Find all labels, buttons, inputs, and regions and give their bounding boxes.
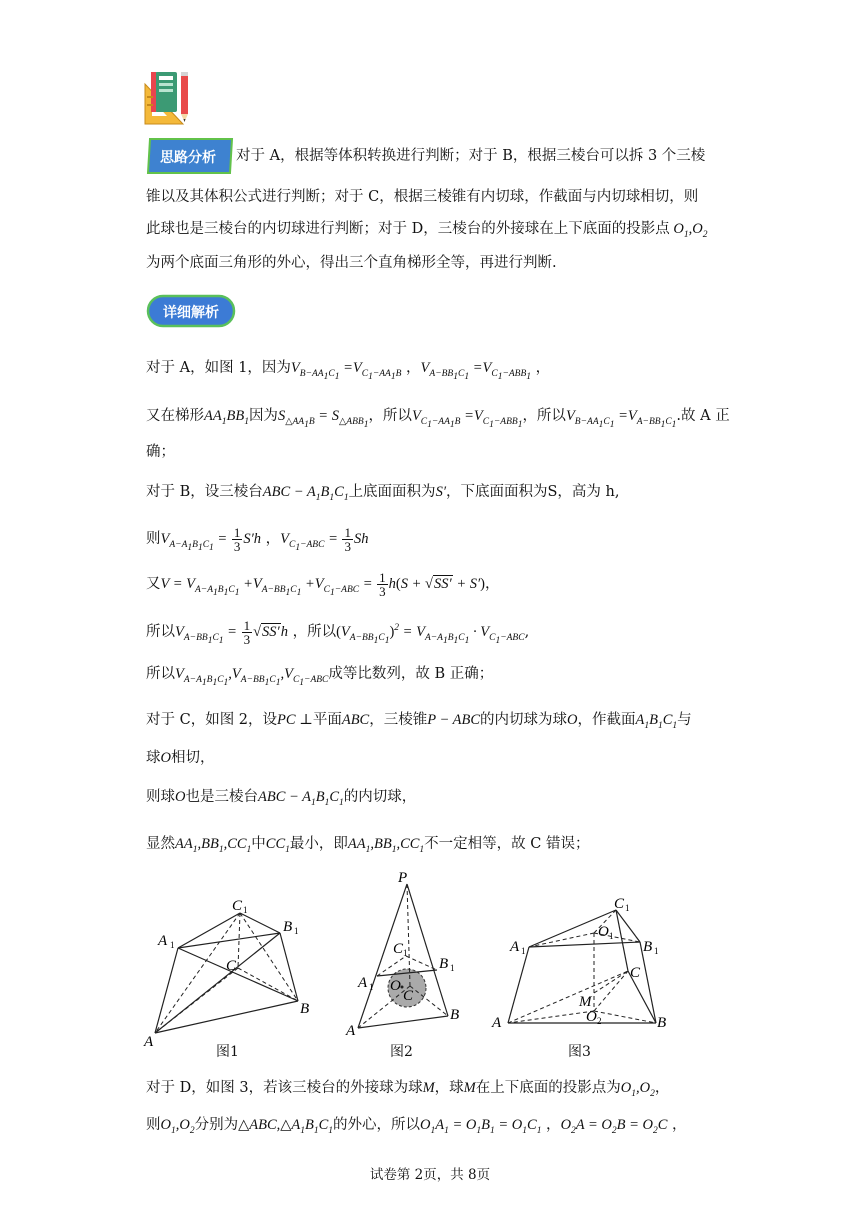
svg-text:1: 1	[369, 982, 374, 992]
figure-1-caption: 图1	[216, 1044, 239, 1060]
part-c-line-1: 对于 C，如图 2，设PC ⊥平面ABC，三棱锥P − ABC的内切球为球O，作截面$A_1B_1C_1$与	[146, 712, 692, 731]
fig3-label-C1: C	[614, 896, 625, 912]
part-d-line-1: 对于 D，如图 3，若该三棱台的外接球为球M，球M在上下底面的投影点为$O_1,O_2$，	[146, 1080, 670, 1099]
detail-badge	[146, 294, 236, 328]
part-b-line-2: 则$V_{A-A_1B_1C_1}$ = $\frac{1}{3}$ S′h ，$V_{C_1-ABC}$ = $\frac{1}{3}$ Sh	[146, 525, 369, 554]
fig2-label-C: C	[403, 988, 414, 1004]
fig2-label-B: B	[450, 1007, 460, 1023]
fig3-label-M: M	[579, 994, 592, 1010]
fig3-label-O1: O	[598, 924, 609, 940]
fig1-label-B1: B	[283, 919, 293, 935]
fig1-label-C: C	[226, 958, 237, 974]
fig2-label-B1: B	[439, 956, 449, 972]
figure-2	[340, 866, 470, 1041]
fig1-label-C1: C	[232, 898, 243, 914]
fig2-label-O: O	[390, 978, 401, 994]
figure-2-caption: 图2	[390, 1044, 413, 1060]
svg-text:1: 1	[450, 963, 455, 973]
part-d-line-2: 则$O_1,O_2$分别为$\triangle ABC,\triangle A_1B_1C_1$的外心，所以$O_1A_1 = O_1B_1 = O_1C_1$ ，$O_2A = O_2B = O_2C$ ，	[146, 1117, 687, 1136]
part-a-line-2: 又在梯形$AA_1BB_1$因为$S_{\triangle AA_1B} = S_{\triangle ABB_1}$，所以$V_{C_1-AA_1B} =V_{C_1-ABB_1}$，所以$V_{B-AA_1C_1} =V_{A-BB_1C_1}$.故 A 正	[146, 408, 730, 430]
analysis-line-2: 锥以及其体积公式进行判断；对于 C，根据三棱锥有内切球，作截面与内切球相切，则	[146, 189, 699, 205]
fig2-label-C1: C	[393, 941, 404, 957]
part-b-line-4: 所以$V_{A-BB_1C_1}$ = $\frac{1}{3}$ √SS′h ，所以$(V_{A-BB_1C_1})^2 = V_{A-A_1B_1C_1} \cdot V_{C_1-ABC}$,	[146, 618, 530, 647]
svg-text:1: 1	[521, 946, 526, 956]
fig3-label-B1: B	[643, 939, 653, 955]
fig2-label-P: P	[398, 870, 408, 886]
part-b-line-3: 又$V = V_{A-A_1B_1C_1} +V_{A-BB_1C_1} +V_{C_1-ABC}$ = $\frac{1}{3}$ h(S + √SS′ + S′)，	[146, 570, 500, 599]
detail-badge-label: 详细解析	[163, 305, 219, 321]
svg-text:1: 1	[170, 940, 175, 950]
svg-text:1: 1	[625, 903, 630, 913]
fig1-label-B: B	[300, 1001, 310, 1017]
fig3-label-A: A	[492, 1015, 502, 1031]
analysis-badge	[146, 137, 234, 175]
fig1-label-A1: A	[158, 933, 168, 949]
fig3-label-B: B	[657, 1015, 667, 1031]
analysis-badge-label: 思路分析	[160, 150, 216, 166]
part-b-line-1: 对于 B，设三棱台ABC − $A_1B_1C_1$上底面面积为S′，下底面面积为S，高为 h,	[146, 484, 620, 503]
fig3-label-O2: O	[586, 1009, 597, 1025]
part-a-line-1: 对于 A，如图 1，因为$V_{B-AA_1C_1} =V_{C_1-AA_1B}$ ，$V_{A-BB_1C_1} =V_{C_1-ABB_1}$ ，	[146, 360, 551, 382]
figure-3	[488, 893, 678, 1043]
ruler-book-pencil-icon	[143, 70, 199, 126]
analysis-line-3: 此球也是三棱台的内切球进行判断；对于 D，三棱台的外接球在上下底面的投影点 $O_1,O_2$	[146, 221, 708, 240]
fig2-label-A: A	[346, 1023, 356, 1039]
fig3-label-C: C	[630, 965, 641, 981]
fig2-label-A1: A	[358, 975, 368, 991]
fig3-label-A1: A	[510, 939, 520, 955]
figure-3-caption: 图3	[568, 1044, 591, 1060]
part-c-line-4: 显然$AA_1,BB_1,CC_1$中$CC_1$最小，即$AA_1,BB_1,CC_1$不一定相等，故 C 错误；	[146, 836, 590, 855]
figure-1	[140, 893, 320, 1063]
svg-text:1: 1	[609, 931, 614, 941]
analysis-line-4: 为两个底面三角形的外心，得出三个直角梯形全等，再进行判断.	[146, 255, 557, 271]
svg-text:1: 1	[294, 926, 299, 936]
part-c-line-3: 则球O也是三棱台ABC − $A_1B_1C_1$的内切球，	[146, 789, 417, 808]
svg-text:1: 1	[243, 905, 248, 915]
svg-text:1: 1	[403, 948, 408, 958]
page-footer: 试卷第 2页，共 8页	[369, 1167, 491, 1183]
part-a-line-3: 确；	[146, 444, 175, 460]
part-c-line-2: 球O相切，	[146, 750, 215, 766]
part-b-line-5: 所以$V_{A-A_1B_1C_1},V_{A-BB_1C_1},V_{C_1-ABC}$成等比数列，故 B 正确；	[146, 666, 494, 688]
svg-text:2: 2	[597, 1016, 602, 1026]
analysis-line-1: 对于 A，根据等体积转换进行判断；对于 B，根据三棱台可以拆 3 个三棱	[236, 148, 706, 164]
svg-text:1: 1	[654, 946, 659, 956]
fig1-label-A: A	[144, 1034, 154, 1050]
